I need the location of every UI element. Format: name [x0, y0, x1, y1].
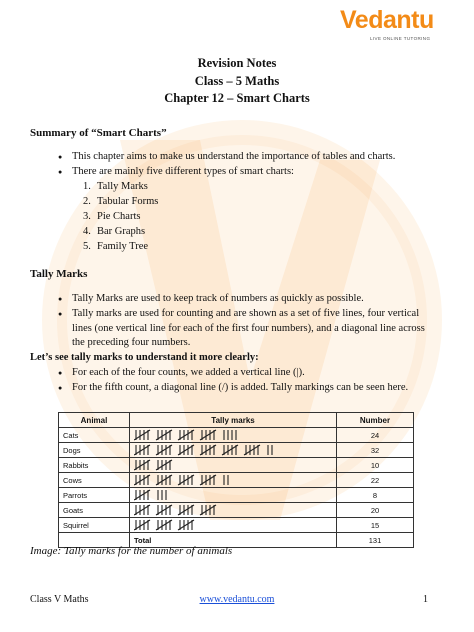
- table-caption: Image: Tally marks for the number of animals: [30, 545, 233, 557]
- tally-bullets-2: [56, 366, 431, 396]
- lets-see-heading: Let’s see tally marks to understand it more clearly:: [30, 352, 259, 363]
- list-item: 1. Tally Marks: [83, 181, 148, 192]
- list-item: ● For the fifth count, a diagonal line (/) is added. Tally markings can be seen here.: [56, 381, 431, 396]
- logo-tagline: LIVE ONLINE TUTORING: [370, 36, 431, 41]
- table-row: [59, 473, 414, 488]
- animal-count: 32: [337, 443, 414, 458]
- tally-group-of-five: [156, 430, 172, 440]
- tally-group-of-five: [200, 505, 216, 515]
- tally-group-of-five: [200, 445, 216, 455]
- tally-group-of-five: [134, 490, 150, 500]
- animal-name: Parrots: [59, 488, 130, 503]
- animal-name: Rabbits: [59, 458, 130, 473]
- list-item: 5. Family Tree: [83, 240, 149, 252]
- footer-website-link[interactable]: www.vedantu.com: [199, 594, 275, 605]
- tally-bullets: [56, 292, 431, 351]
- header-title: Revision Notes: [197, 56, 277, 70]
- tally-group-of-five: [178, 520, 194, 530]
- tally-group-of-five: [200, 475, 216, 485]
- table-header-row: [59, 413, 414, 428]
- animal-count: 20: [337, 503, 414, 518]
- tally-marks-graphic: [134, 519, 324, 531]
- column-header-animal: Animal: [59, 413, 130, 428]
- tally-remainder: [224, 475, 228, 485]
- table-row: [59, 518, 414, 533]
- list-item: 2. Tabular Forms: [83, 195, 159, 207]
- tally-group-of-five: [134, 520, 150, 530]
- summary-heading: Summary of “Smart Charts”: [30, 127, 167, 139]
- tally-group-of-five: [178, 445, 194, 455]
- total-value: 131: [337, 533, 414, 548]
- table-row: [59, 488, 414, 503]
- tally-group-of-five: [178, 505, 194, 515]
- tally-group-of-five: [178, 475, 194, 485]
- tally-marks-graphic: [134, 429, 324, 441]
- animal-count: 22: [337, 473, 414, 488]
- tally-group-of-five: [134, 505, 150, 515]
- animal-count: 8: [337, 488, 414, 503]
- animal-name: Squirrel: [59, 518, 130, 533]
- summary-bullets: [56, 150, 456, 180]
- tally-cell: [130, 428, 337, 443]
- tally-marks-graphic: [134, 444, 324, 456]
- column-header-number: Number: [337, 413, 414, 428]
- animal-count: 15: [337, 518, 414, 533]
- animal-count: 10: [337, 458, 414, 473]
- list-item: 3. Pie Charts: [83, 210, 141, 222]
- footer-class: Class V Maths: [30, 594, 89, 605]
- animal-name: Cats: [59, 428, 130, 443]
- column-header-tally: Tally marks: [130, 413, 337, 428]
- tally-remainder: [158, 490, 166, 500]
- tally-group-of-five: [222, 445, 238, 455]
- tally-group-of-five: [244, 445, 260, 455]
- tally-group-of-five: [134, 445, 150, 455]
- animal-name: Cows: [59, 473, 130, 488]
- tally-marks-graphic: [134, 489, 324, 501]
- tally-table: [58, 412, 414, 548]
- tally-cell: [130, 488, 337, 503]
- page-number: 1: [423, 594, 428, 605]
- tally-cell: [130, 473, 337, 488]
- table-row: [59, 458, 414, 473]
- table-row: [59, 503, 414, 518]
- vedantu-logo: [338, 6, 438, 48]
- animal-count: 24: [337, 428, 414, 443]
- list-item: ● For each of the four counts, we added a vertical line (|).: [56, 366, 431, 381]
- list-item: ● There are mainly five different types of smart charts:: [56, 165, 456, 180]
- footer-link-wrap: [0, 594, 474, 605]
- list-item: ● Tally Marks are used to keep track of numbers as quickly as possible.: [56, 292, 431, 307]
- header-class: Class – 5 Maths: [194, 73, 280, 88]
- tally-group-of-five: [156, 520, 172, 530]
- tally-group-of-five: [200, 430, 216, 440]
- logo-wordmark: Vedantu: [340, 6, 434, 34]
- tally-cell: [130, 458, 337, 473]
- tally-remainder: [224, 430, 236, 440]
- tally-marks-heading: Tally Marks: [30, 268, 88, 280]
- animal-name: Dogs: [59, 443, 130, 458]
- tally-remainder: [268, 445, 272, 455]
- header-chapter: Chapter 12 – Smart Charts: [164, 91, 310, 105]
- total-label: Total: [130, 533, 337, 548]
- table-row: [59, 443, 414, 458]
- tally-group-of-five: [134, 430, 150, 440]
- tally-group-of-five: [156, 505, 172, 515]
- list-item: ● This chapter aims to make us understand the importance of tables and charts.: [56, 150, 456, 165]
- tally-group-of-five: [178, 430, 194, 440]
- list-item: ● Tally marks are used for counting and are shown as a set of five lines, four vertical lines (one vertical line for each of the first four numbers), and a diagonal line across the preceding four numbers.: [56, 307, 431, 351]
- tally-group-of-five: [134, 475, 150, 485]
- list-item: 4. Bar Graphs: [83, 225, 146, 237]
- chart-types-list: [83, 180, 158, 255]
- tally-marks-graphic: [134, 459, 324, 471]
- document-header: [0, 55, 474, 108]
- tally-group-of-five: [134, 460, 150, 470]
- animal-name: Goats: [59, 503, 130, 518]
- tally-marks-graphic: [134, 504, 324, 516]
- tally-marks-graphic: [134, 474, 324, 486]
- table-row: [59, 428, 414, 443]
- tally-group-of-five: [156, 460, 172, 470]
- tally-cell: [130, 443, 337, 458]
- tally-group-of-five: [156, 445, 172, 455]
- tally-cell: [130, 503, 337, 518]
- tally-cell: [130, 518, 337, 533]
- tally-group-of-five: [156, 475, 172, 485]
